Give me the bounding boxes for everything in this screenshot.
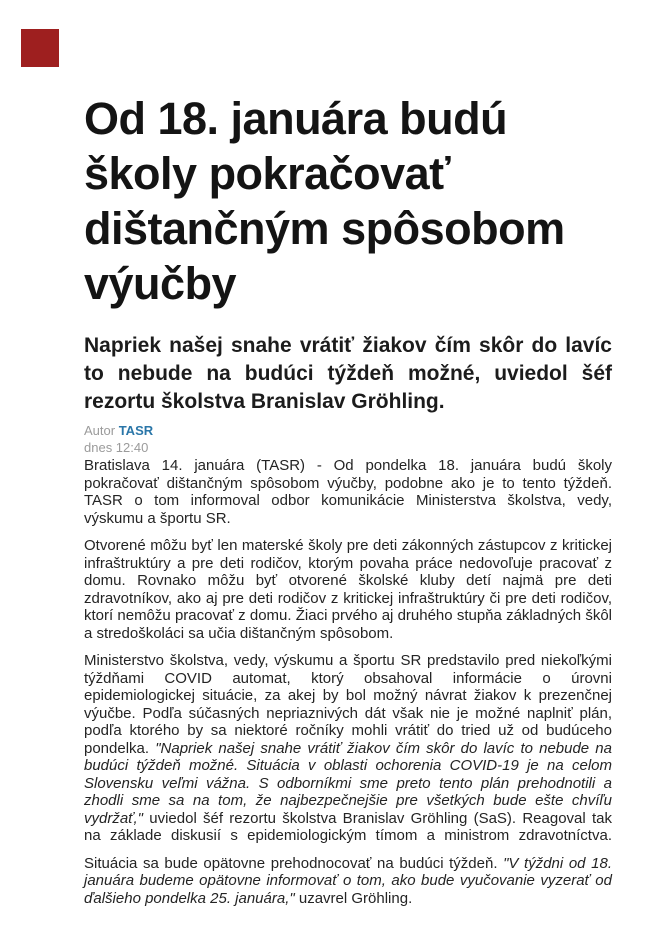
quote-text: "V týždni od 18. januára budeme opätovne informovať o tom, ako bude vyučovanie vyzerať od ďalšieho pondelka 25. januára," — [84, 854, 612, 907]
paragraph-text: Bratislava 14. januára (TASR) - Od pondelka 18. januára budú školy pokračovať dištančným spôsobom výučby, podobne ako je to tento týždeň. TASR o tom informoval odbor komunikácie Ministerstva školstva, vedy, výskumu a športu SR. — [84, 457, 612, 527]
article-paragraph — [84, 652, 612, 845]
article-paragraph — [84, 537, 612, 642]
article-subheadline: Napriek našej snahe vrátiť žiakov čím skôr do lavíc to nebude na budúci týždeň možné, uviedol šéf rezortu školstva Branislav Gröhling. — [84, 334, 612, 413]
quote-text: "Napriek našej snahe vrátiť žiakov čím skôr do lavíc to nebude na budúci týždeň možné. Situácia v oblasti ochorenia COVID-19 je na celom Slovensku veľmi vážna. S odborníkmi sme preto tento plán prehodnotili a zhodli sme sa na tom, že najbezpečnejšie pre všetkých bude ešte chvíľu vydržať," — [84, 739, 612, 827]
author-label: Autor — [84, 423, 116, 438]
byline-author-row — [84, 422, 612, 439]
article-content — [84, 0, 612, 907]
paragraph-text: Situácia sa bude opätovne prehodnocovať na budúci týždeň. — [84, 854, 504, 872]
byline — [84, 422, 612, 456]
article-paragraph — [84, 855, 612, 908]
article-paragraph — [84, 457, 612, 527]
publish-time: dnes 12:40 — [84, 440, 149, 455]
author-link[interactable]: TASR — [118, 423, 154, 438]
paragraph-text: uzavrel Gröhling. — [298, 889, 413, 907]
site-logo — [21, 29, 59, 67]
article-headline: Od 18. januára budú školy pokračovať dištančným spôsobom výučby — [84, 93, 565, 309]
paragraph-text: Otvorené môžu byť len materské školy pre deti zákonných zástupcov z kritickej infraštruktúry a pre deti rodičov, ktorým povaha práce nedovoľuje pracovať z domu. Rovnako môžu byť otvorené školské kluby detí najmä pre deti zdravotníkov, ako aj pre deti rodičov z kritickej infraštruktúry či pre deti rodičov, ktorí nemôžu pracovať z domu. Žiaci prvého aj druhého stupňa základných škôl a stredoškoláci sa učia dištančným spôsobom. — [84, 537, 612, 642]
paragraph-text: uviedol šéf rezortu školstva Branislav Gröhling (SaS). Reagoval tak na základe diskusií s epidemiologickým tímom a ministrom zdravotníctva. — [84, 809, 612, 844]
paragraph-text: Ministerstvo školstva, vedy, výskumu a športu SR predstavilo pred niekoľkými týždňami COVID automat, ktorý obsahoval informácie o úrovni epidemiologickej situácie, za akej by bol možný návrat žiakov k prezenčnej výučbe. Podľa súčasných nepriaznivých dát však nie je možné naplniť plán, podľa ktorého by sa niektoré ročníky mohli vrátiť do tried už od budúceho pondelka. — [84, 652, 612, 757]
article-body — [84, 457, 612, 907]
